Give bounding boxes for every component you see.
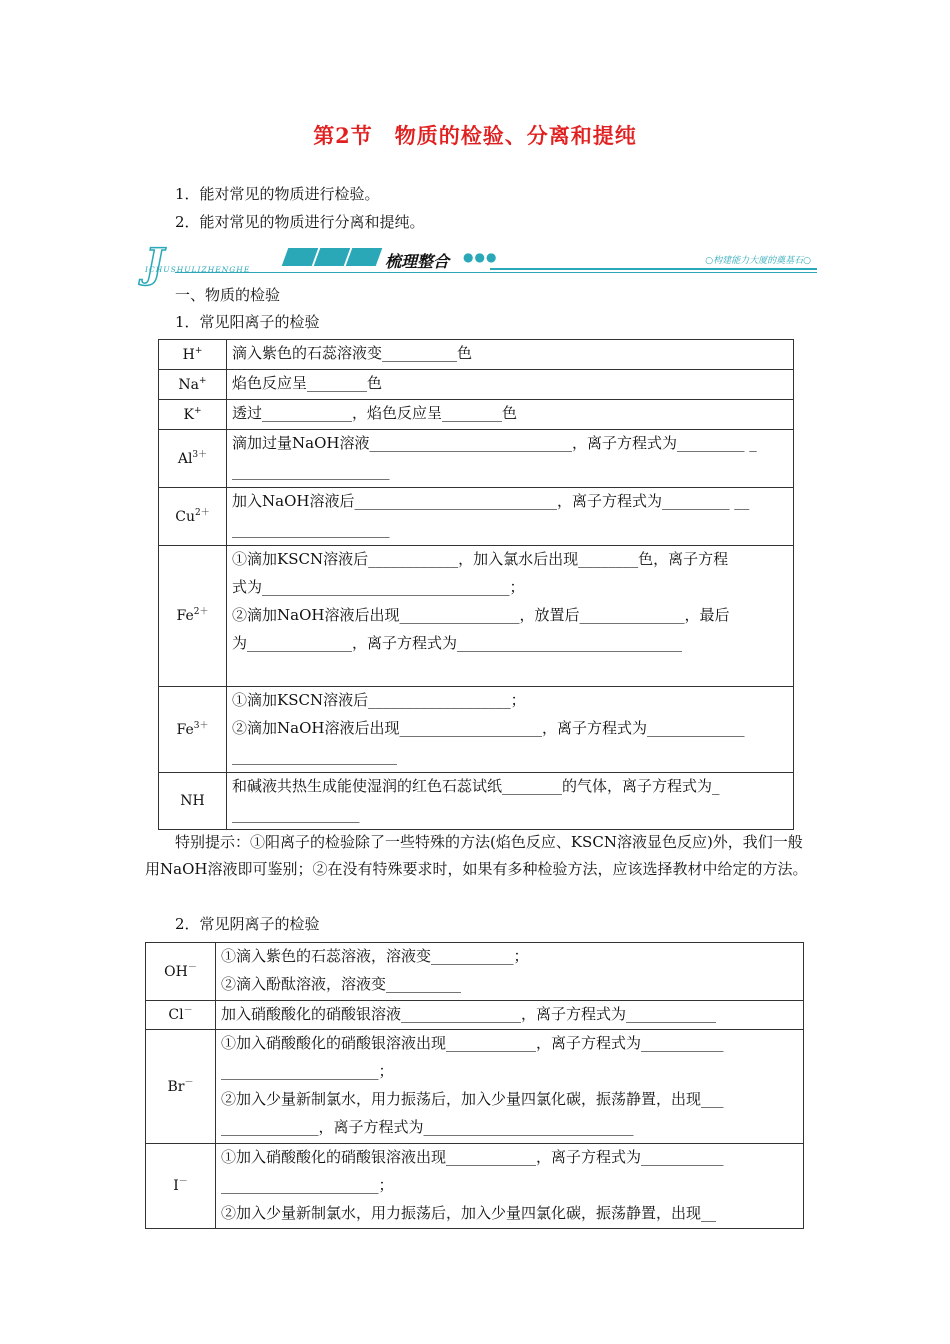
table-row: [159, 488, 794, 546]
ion-charge: +: [194, 345, 203, 356]
table-row: [146, 1030, 804, 1144]
method-line: ①滴加KSCN溶液后___________________；: [232, 691, 526, 709]
ion-cell: [159, 340, 227, 370]
banner-block-1: [282, 248, 319, 266]
ion-cell: [159, 546, 227, 687]
ion-symbol: Fe: [176, 608, 194, 624]
test-method-cell: [216, 1030, 804, 1144]
method-line: ①加入硝酸酸化的硝酸银溶液出现____________，离子方程式为___________: [221, 1034, 724, 1052]
ion-cell: [159, 773, 227, 830]
method-line: 加入NaOH溶液后___________________________，离子方程式为_________ __: [232, 492, 750, 510]
ion-cell: [159, 400, 227, 430]
ion-symbol: OH: [164, 963, 188, 980]
test-method-cell: [227, 773, 794, 830]
test-method-cell: [227, 340, 794, 370]
method-line: ①滴加KSCN溶液后____________，加入氯水后出现________色，离子方程: [232, 550, 729, 568]
method-line: 焰色反应呈________色: [232, 374, 383, 392]
method-line: ②滴入酚酞溶液，溶液变__________: [221, 975, 462, 993]
banner-label: 梳理整合: [385, 252, 450, 271]
method-line: _____________________: [232, 462, 390, 480]
section-heading-1: 一、物质的检验: [175, 286, 281, 304]
page-title: 第2节 物质的检验、分离和提纯: [313, 123, 637, 148]
method-line: ②滴加NaOH溶液后出现________________，放置后______________，最后: [232, 606, 730, 624]
ion-symbol: NH: [180, 793, 205, 809]
ion-charge: －: [178, 1177, 188, 1187]
ion-symbol: Fe: [176, 721, 194, 738]
ion-charge: +: [193, 405, 202, 416]
banner-underline: [175, 272, 817, 273]
subsection-heading-anions: 2．常见阴离子的检验: [175, 915, 320, 933]
test-method-cell: [227, 370, 794, 400]
banner-dots: ●●●: [463, 250, 498, 264]
special-tip: 特别提示：①阳离子的检验除了一些特殊的方法(焰色反应、KSCN溶液显色反应)外，我们一般用NaOH溶液即可鉴别；②在没有特殊要求时，如果有多种检验方法，应该选择教材中给定的方法。: [145, 833, 808, 878]
test-method-cell: [227, 687, 794, 773]
ion-charge: 3＋: [192, 449, 208, 460]
section-banner: [145, 240, 817, 287]
ion-charge: －: [183, 1006, 193, 1016]
test-method-cell: [227, 400, 794, 430]
ion-symbol: K: [183, 406, 194, 423]
table-row: [159, 370, 794, 400]
ion-cell: [159, 370, 227, 400]
objective-2: 2．能对常见的物质进行分离和提纯。: [175, 213, 425, 231]
ion-charge: 3＋: [193, 720, 209, 731]
test-method-cell: [227, 488, 794, 546]
ion-symbol: Cl: [168, 1007, 184, 1023]
test-method-cell: [216, 943, 804, 1001]
method-line: ①加入硝酸酸化的硝酸银溶液出现____________，离子方程式为___________: [221, 1148, 724, 1166]
ion-cell: [146, 1001, 216, 1030]
banner-block-3: [346, 248, 383, 266]
method-line: _________________: [232, 805, 360, 823]
method-line: _____________，离子方程式为____________________________: [221, 1118, 634, 1136]
test-method-cell: [227, 430, 794, 488]
table-row: [146, 1001, 804, 1030]
table-row: [146, 1144, 804, 1229]
banner-letter: J: [145, 240, 164, 287]
banner-subtitle: ICHUSHULIZHENGHE: [145, 265, 251, 274]
ion-symbol: Na: [178, 376, 200, 393]
banner-block-2: [314, 248, 351, 266]
table-row: [159, 546, 794, 687]
table-row: [159, 400, 794, 430]
test-method-cell: [216, 1144, 804, 1229]
ion-symbol: H: [182, 346, 195, 363]
method-line: _____________________；: [221, 1062, 394, 1080]
banner-motto: ○构建能力大厦的奠基石○: [705, 256, 811, 266]
method-line: [232, 658, 789, 686]
method-line: 滴入紫色的石蕊溶液变__________色: [232, 344, 473, 362]
test-method-cell: [227, 546, 794, 687]
ion-charge: －: [184, 1077, 194, 1088]
method-line: 和碱液共热生成能使湿润的红色石蕊试纸________的气体，离子方程式为_: [232, 777, 720, 795]
method-line: 滴加过量NaOH溶液___________________________，离子方程式为_________ _: [232, 434, 757, 452]
method-line: ②滴加NaOH溶液后出现___________________，离子方程式为_____________: [232, 719, 745, 737]
method-line: ②加入少量新制氯水，用力振荡后，加入少量四氯化碳，振荡静置，出现___: [221, 1090, 724, 1108]
method-line: ①滴入紫色的石蕊溶液，溶液变___________；: [221, 947, 529, 965]
method-line: _____________________: [232, 520, 390, 538]
ion-cell: [146, 1030, 216, 1144]
ion-symbol: Al: [177, 450, 193, 467]
ion-symbol: Cu: [175, 508, 195, 525]
ion-charge: 2＋: [195, 507, 210, 518]
ion-symbol: I: [173, 1178, 179, 1194]
method-line: _____________________；: [221, 1176, 394, 1194]
method-line: 式为_________________________________；: [232, 578, 525, 596]
ion-symbol: Br: [167, 1078, 185, 1095]
ion-cell: [146, 1144, 216, 1229]
table-row: [159, 773, 794, 830]
anion-table: [145, 942, 804, 1229]
table-row: [159, 430, 794, 488]
table-row: [159, 687, 794, 773]
test-method-cell: [216, 1001, 804, 1030]
method-line: ②加入少量新制氯水，用力振荡后，加入少量四氯化碳，振荡静置，出现__: [221, 1204, 717, 1222]
ion-cell: [159, 687, 227, 773]
banner-rule: [490, 268, 817, 270]
ion-charge: +: [199, 375, 207, 386]
subsection-heading-cations: 1．常见阳离子的检验: [175, 313, 320, 331]
method-line: 加入硝酸酸化的硝酸银溶液________________，离子方程式为____________: [221, 1005, 717, 1023]
cation-table: [158, 339, 794, 830]
method-line: 透过____________，焰色反应呈________色: [232, 404, 518, 422]
method-line: ______________________: [232, 747, 397, 765]
ion-charge: 2＋: [193, 607, 209, 617]
table-row: [146, 943, 804, 1001]
ion-cell: [146, 943, 216, 1001]
ion-charge: －: [187, 962, 197, 973]
ion-cell: [159, 430, 227, 488]
objective-1: 1．能对常见的物质进行检验。: [175, 185, 380, 203]
table-row: [159, 340, 794, 370]
ion-cell: [159, 488, 227, 546]
method-line: 为______________，离子方程式为______________________________: [232, 634, 683, 652]
